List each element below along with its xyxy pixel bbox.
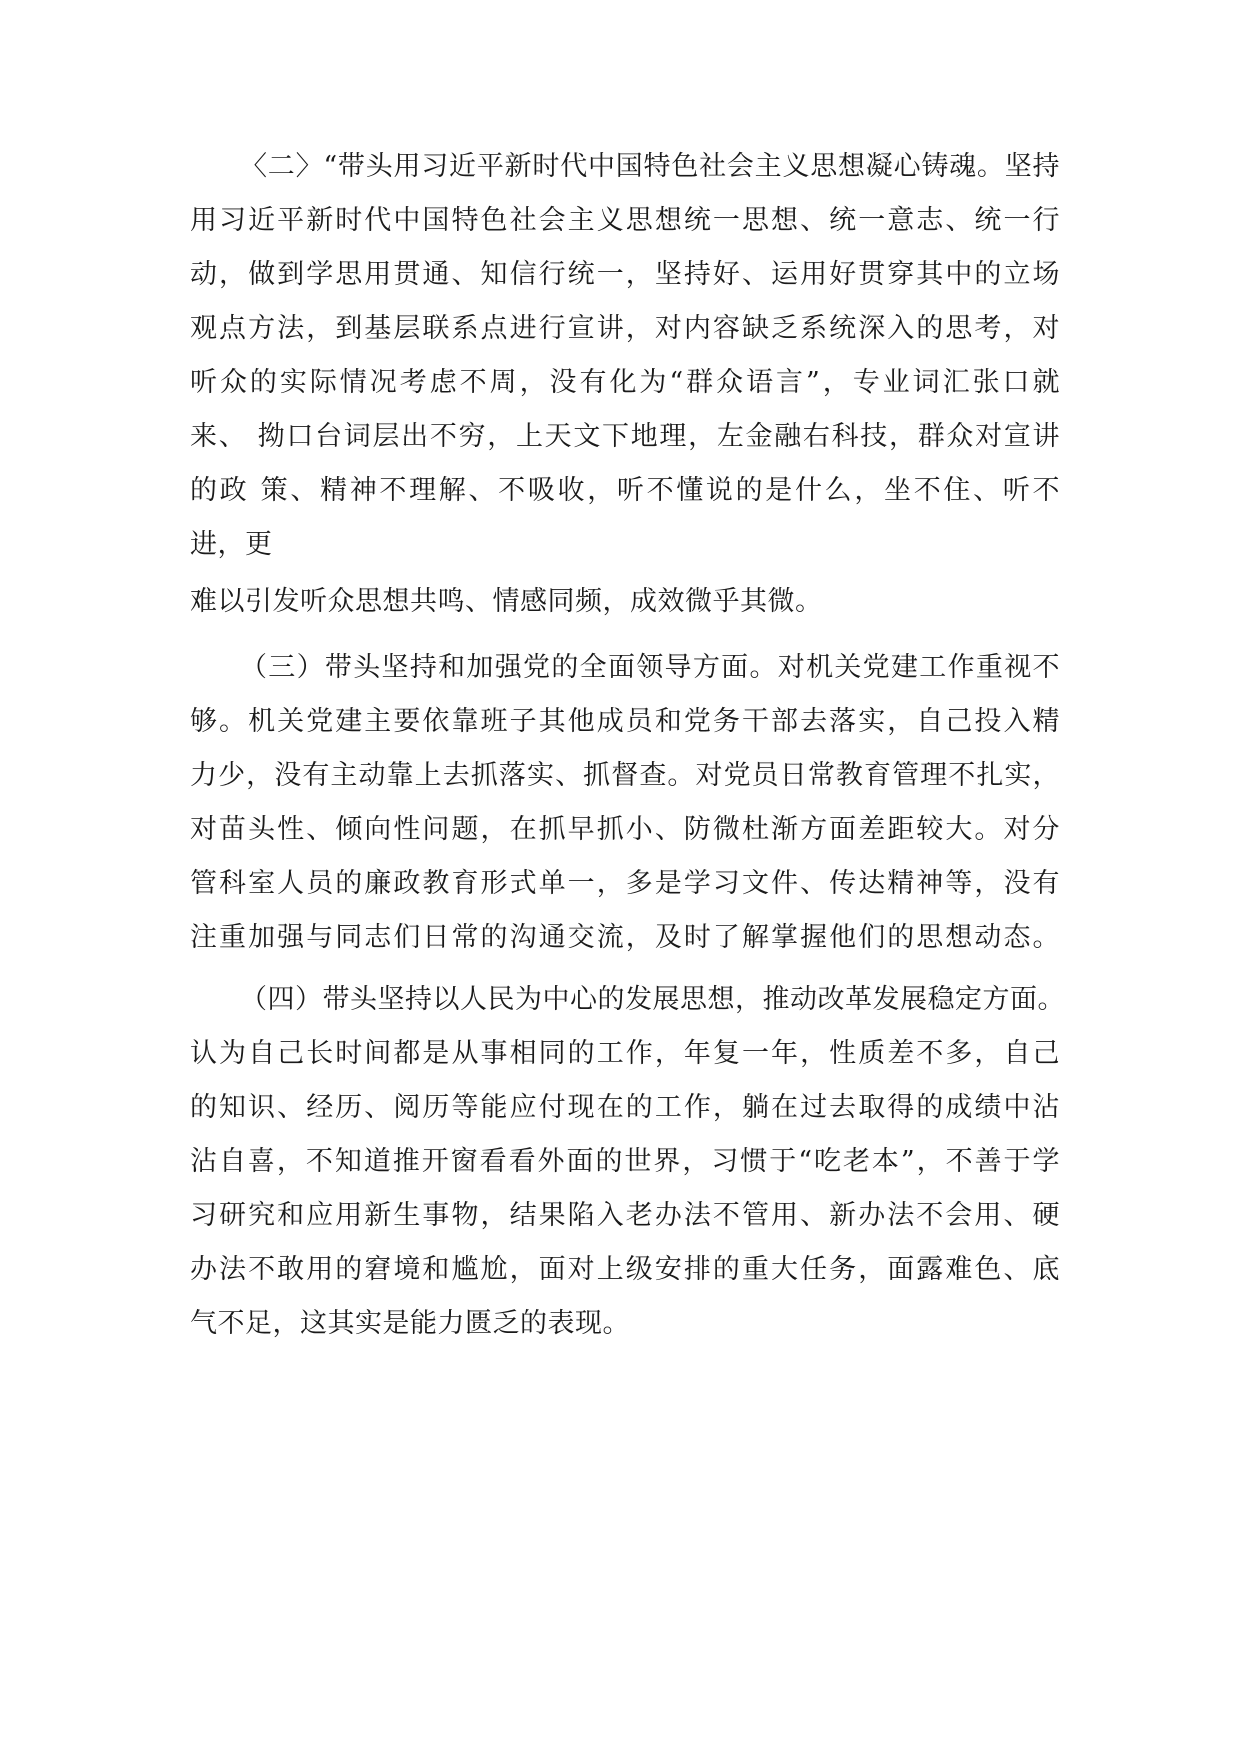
- text-line: 管科室人员的廉政教育形式单一，多是学习文件、传达精神等，没有: [190, 868, 1060, 899]
- text-line: 〈二〉“带头用习近平新时代中国特色社会主义思想凝心铸魂。坚持: [240, 151, 1060, 182]
- text-line: 注重加强与同志们日常的沟通交流，及时了解掌握他们的思想动态。: [190, 922, 1060, 953]
- text-line: 力少，没有主动靠上去抓落实、抓督查。对党员日常教育管理不扎实，: [190, 760, 1060, 791]
- text-line: 听众的实际情况考虑不周，没有化为“群众语言”，专业词汇张口就: [190, 367, 1060, 398]
- text-line: 用习近平新时代中国特色社会主义思想统一思想、统一意志、统一行: [190, 205, 1060, 236]
- text-line: 动，做到学思用贯通、知信行统一，坚持好、运用好贯穿其中的立场: [190, 259, 1060, 290]
- text-line: 进，更: [190, 529, 273, 560]
- text-line: 的知识、经历、阅历等能应付现在的工作，躺在过去取得的成绩中沾: [190, 1092, 1060, 1123]
- text-line: 习研究和应用新生事物，结果陷入老办法不管用、新办法不会用、硬: [190, 1200, 1060, 1231]
- text-line: 够。机关党建主要依靠班子其他成员和党务干部去落实，自己投入精: [190, 706, 1060, 737]
- text-line: 观点方法，到基层联系点进行宣讲，对内容缺乏系统深入的思考，对: [190, 313, 1060, 344]
- text-line: （三）带头坚持和加强党的全面领导方面。对机关党建工作重视不: [240, 652, 1060, 683]
- text-line: 来、 拗口台词层出不穷，上天文下地理，左金融右科技，群众对宣讲: [190, 421, 1060, 452]
- text-line: 难以引发听众思想共鸣、情感同频，成效微乎其微。: [190, 586, 823, 617]
- text-line: 对苗头性、倾向性问题，在抓早抓小、防微杜渐方面差距较大。对分: [190, 814, 1060, 845]
- text-line: 沾自喜，不知道推开窗看看外面的世界，习惯于“吃老本”，不善于学: [190, 1146, 1060, 1177]
- text-line: 办法不敢用的窘境和尴尬，面对上级安排的重大任务，面露难色、底: [190, 1254, 1060, 1285]
- text-line: 认为自己长时间都是从事相同的工作，年复一年，性质差不多，自己: [190, 1038, 1060, 1069]
- text-line: （四）带头坚持以人民为中心的发展思想，推动改革发展稳定方面。: [240, 984, 1065, 1015]
- text-line: 的政 策、精神不理解、不吸收，听不懂说的是什么，坐不住、听不: [190, 475, 1060, 506]
- text-line: 气不足，这其实是能力匮乏的表现。: [190, 1308, 630, 1339]
